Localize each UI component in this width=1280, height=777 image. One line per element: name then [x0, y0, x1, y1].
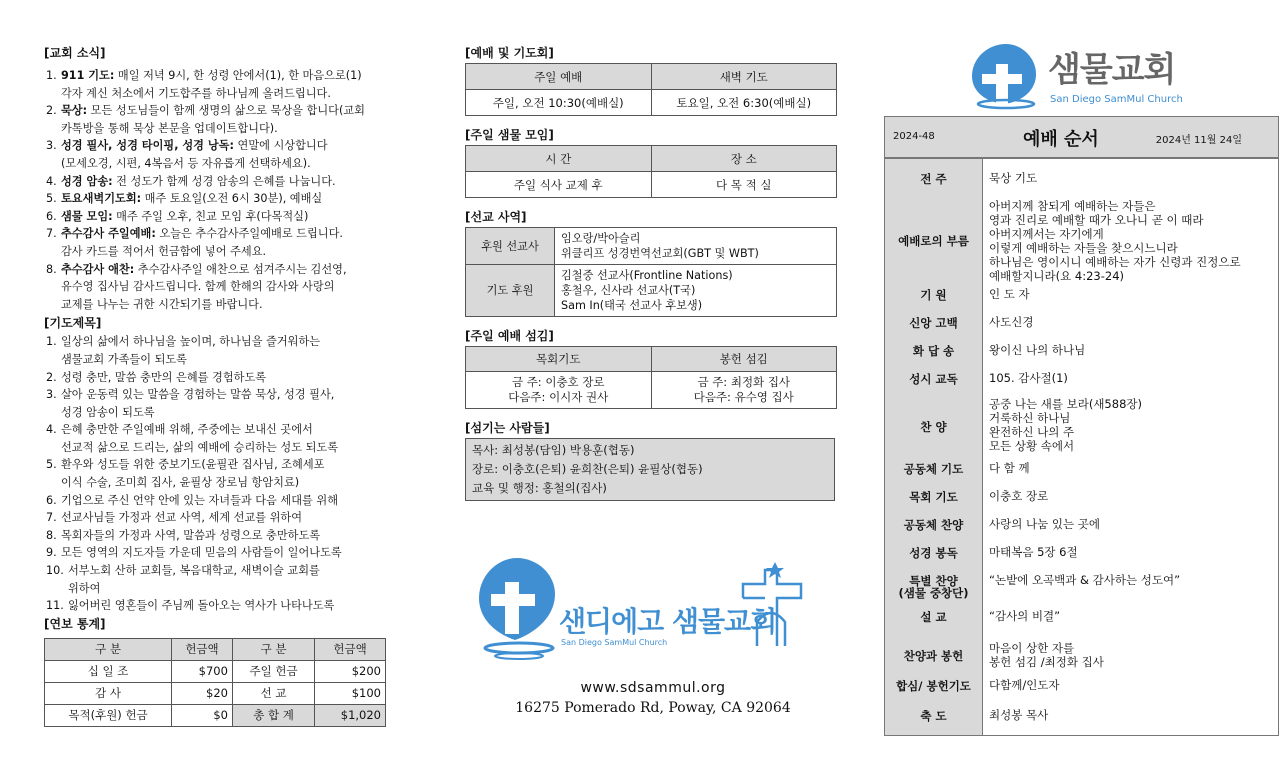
finance-header: 구 분: [232, 638, 314, 660]
order-label: 설 교: [920, 610, 947, 624]
logo-top-sub: San Diego SamMul Church: [1050, 94, 1183, 105]
serve-cell: [466, 372, 652, 409]
order-value-line: 아버지께 참되게 예배하는 자들은: [989, 199, 1156, 213]
serve-line: 금 주: 이충호 장로: [511, 375, 605, 389]
prayer-item: [44, 421, 396, 456]
mission-label: 후원 선교사: [466, 228, 555, 265]
news-head: 추수감사 주일예배:: [61, 227, 156, 241]
table-row: [466, 90, 837, 116]
news-head: 묵상:: [61, 104, 88, 118]
serve-line: 다음주: 유수영 집사: [693, 390, 794, 404]
logo-mid-sub: San Diego SamMul Church: [561, 638, 668, 647]
leaders-box: [465, 438, 835, 501]
left-column: [44, 42, 396, 727]
finance-header: 헌금액: [172, 638, 233, 660]
worship-cell: 토요일, 오전 6:30(예배실): [651, 90, 837, 116]
prayer-num: 8.: [46, 528, 57, 542]
serve-cell: [651, 372, 837, 409]
table-row: [466, 265, 837, 317]
order-value-line: 예배할지니라(요 4:23-24): [989, 269, 1124, 283]
order-row: [885, 343, 1280, 359]
prayer-item: [44, 544, 396, 562]
gathering-title: [주일 샘물 모임]: [465, 128, 554, 142]
finance-cell: 총 합 계: [232, 704, 314, 726]
right-column: [884, 30, 1279, 770]
order-value-line: 사도신경: [989, 315, 1034, 329]
order-row: [885, 517, 1280, 533]
order-value-line: 다 함 께: [989, 461, 1030, 475]
prayer-list: [44, 333, 396, 615]
news-cont: (모세오경, 시편, 4복음서 등 자유롭게 선택하세요).: [61, 156, 311, 170]
prayer-num: 4.: [46, 423, 57, 437]
finance-cell: 선 교: [232, 682, 314, 704]
order-value: [989, 708, 1274, 722]
news-item: [44, 137, 396, 172]
order-value-line: 최성봉 목사: [989, 708, 1049, 722]
news-cont: 감사 카드를 적어서 헌금함에 넣어 주세요.: [61, 244, 267, 258]
order-value-line: 봉헌 섬김 /최정화 집사: [989, 655, 1104, 669]
finance-title: [연보 통계]: [44, 616, 106, 631]
news-num: 7.: [46, 227, 57, 241]
mission-line: Sam In(태국 선교사 후보생): [561, 299, 703, 312]
leaders-title: [섬기는 사람들]: [465, 421, 550, 435]
gathering-table: [465, 145, 837, 198]
news-cont: 각자 계신 처소에서 기도합주를 하나님께 올려드립니다.: [61, 86, 331, 100]
order-label: 특별 찬양 (샘물 중창단): [898, 574, 969, 600]
order-row: [885, 489, 1280, 505]
leaders-line: 교육 및 행정: 홍철의(집사): [472, 481, 607, 495]
prayer-item: [44, 509, 396, 527]
prayer-num: 7.: [46, 511, 57, 525]
mission-title: [선교 사역]: [465, 210, 527, 224]
prayer-text: 기업으로 주신 언약 안에 있는 자녀들과 다음 세대를 위해: [61, 493, 339, 507]
news-item: [44, 67, 396, 102]
prayer-item: [44, 386, 396, 421]
order-row: [885, 461, 1280, 477]
order-value-line: 아버지께서는 자기에게: [989, 227, 1104, 241]
prayer-text: 환우와 성도들 위한 중보기도(윤필관 집사님, 조혜세포: [61, 458, 325, 472]
order-row: [885, 609, 1280, 625]
prayer-text: 선교사님들 가정과 선교 사역, 세계 선교를 위하여: [61, 511, 303, 525]
prayer-item: [44, 369, 396, 387]
prayer-text: 목회자들의 가정과 사역, 말씀과 성령으로 충만하도록: [61, 528, 321, 542]
order-value-line: 105. 감사절(1): [989, 371, 1068, 385]
order-header: [884, 116, 1279, 158]
prayer-item: [44, 597, 396, 615]
prayer-text: 잃어버린 영혼들이 주님께 돌아오는 역사가 나타나도록: [68, 599, 335, 613]
table-row: [45, 704, 386, 726]
table-row: [466, 372, 837, 409]
order-value: [989, 199, 1274, 283]
news-text: 모든 성도님들이 함께 생명의 삶으로 묵상을 합니다(교회: [87, 104, 365, 118]
order-list: [884, 158, 1279, 736]
order-value: [989, 489, 1274, 503]
serve-title: [주일 예배 섬김]: [465, 329, 554, 343]
order-value: [989, 517, 1274, 531]
order-value: [989, 287, 1274, 301]
order-label: 신앙 고백: [909, 316, 958, 330]
mission-cell: [555, 265, 837, 317]
news-head: 911 기도:: [61, 69, 115, 82]
news-cont: 카톡방을 통해 묵상 본문을 업데이트합니다).: [61, 121, 278, 135]
order-label: 목회 기도: [909, 490, 958, 504]
news-num: 2.: [46, 104, 57, 118]
prayer-cont: 위하여: [68, 581, 101, 595]
prayer-cont: 샘물교회 가족들이 되도록: [61, 352, 187, 366]
order-title: 예배 순서: [1023, 129, 1099, 150]
news-item: [44, 261, 396, 314]
prayer-text: 성령 충만, 말씀 충만의 은혜를 경험하도록: [61, 370, 267, 384]
order-value-line: 이충호 장로: [989, 489, 1049, 503]
order-label: 성경 봉독: [909, 546, 958, 560]
finance-header: 헌금액: [315, 638, 386, 660]
serve-line: 금 주: 최정화 집사: [697, 375, 791, 389]
table-row: [466, 228, 837, 265]
order-value-line: 완전하신 나의 주: [989, 425, 1075, 439]
gathering-header: 장 소: [651, 146, 837, 172]
gathering-cell: 주일 식사 교제 후: [466, 172, 652, 198]
worship-table: [465, 63, 837, 116]
website-link[interactable]: www.sdsammul.org: [580, 680, 726, 696]
prayer-text: 은혜 충만한 주일예배 위해, 주중에는 보내신 곳에서: [61, 423, 313, 437]
order-value: [989, 573, 1274, 587]
news-head: 샘물 모임:: [61, 209, 113, 223]
prayer-item: [44, 456, 396, 491]
order-value-line: 영과 진리로 예배할 때가 오나니 곧 이 때라: [989, 213, 1204, 227]
worship-cell: 주일, 오전 10:30(예배실): [466, 90, 652, 116]
news-head: 성경 암송:: [61, 174, 113, 188]
order-label: 성시 교독: [909, 372, 958, 386]
news-num: 6.: [46, 209, 57, 223]
table-row: [45, 660, 386, 682]
order-value-line: 하나님은 영이시니 예배하는 자가 신령과 진정으로: [989, 255, 1241, 269]
order-value: [989, 315, 1274, 329]
prayer-text: 서부노회 산하 교회들, 복음대학교, 새벽이슬 교회를: [68, 564, 320, 578]
finance-header: 구 분: [45, 638, 172, 660]
order-value: [989, 171, 1274, 185]
order-label: 공동체 기도: [903, 462, 964, 476]
worship-header: 새벽 기도: [651, 64, 837, 90]
serve-header: 목회기도: [466, 347, 652, 372]
mission-cell: [555, 228, 837, 265]
prayer-cont: 선교적 삶으로 드리는, 삶의 예배에 승리하는 성도 되도록: [61, 440, 339, 454]
finance-cell: $0: [172, 704, 233, 726]
prayer-text: 일상의 삶에서 하나님을 높이며, 하나님을 즐거워하는: [61, 335, 321, 349]
order-label: 기 원: [920, 288, 947, 302]
church-address: 16275 Pomerado Rd, Poway, CA 92064: [515, 700, 791, 716]
prayer-item: [44, 333, 396, 368]
order-value-line: 모든 상황 속에서: [989, 439, 1075, 453]
order-label: 전 주: [920, 172, 947, 186]
mission-line: 홍철우, 신사라 선교사(T국): [561, 284, 696, 297]
order-value: [989, 397, 1274, 453]
news-list: [44, 67, 396, 313]
order-row: [885, 199, 1280, 283]
logo-mid-text: 샌디에고 샘물교회: [559, 605, 777, 638]
news-text: 매주 주일 오후, 친교 모임 후(다목적실): [112, 209, 309, 223]
order-label: 예배로의 부름: [898, 234, 969, 248]
mission-label: 기도 후원: [466, 265, 555, 317]
order-label: 찬양과 봉헌: [903, 649, 964, 663]
order-value-line: “감사의 비결”: [989, 609, 1061, 623]
news-cont: 교제를 나누는 귀한 시간되기를 바랍니다.: [61, 297, 263, 311]
news-item: [44, 225, 396, 260]
table-row: [45, 682, 386, 704]
order-value-line: 사랑의 나눔 있는 곳에: [989, 517, 1100, 531]
order-row: [885, 708, 1280, 724]
order-value: [989, 545, 1274, 559]
finance-cell: $200: [315, 660, 386, 682]
news-num: 5.: [46, 192, 57, 206]
order-row: [885, 545, 1280, 561]
news-item: [44, 102, 396, 137]
prayer-num: 10.: [46, 564, 64, 578]
prayer-num: 11.: [46, 599, 64, 613]
finance-cell: $1,020: [315, 704, 386, 726]
mission-line: 위클리프 성경번역선교회(GBT 및 WBT): [561, 247, 759, 260]
news-num: 1.: [46, 69, 57, 82]
worship-title: [예배 및 기도회]: [465, 46, 554, 60]
news-head: 추수감사 애찬:: [61, 262, 135, 276]
table-row: [466, 172, 837, 198]
order-label: 화 답 송: [912, 344, 955, 358]
gathering-cell: 다 목 적 실: [651, 172, 837, 198]
order-value-line: 왕이신 나의 하나님: [989, 343, 1086, 357]
order-value: [989, 641, 1274, 669]
order-label: 합심/ 봉헌기도: [896, 679, 971, 693]
order-label: 찬 양: [920, 420, 947, 434]
prayer-num: 5.: [46, 458, 57, 472]
worship-header: 주일 예배: [466, 64, 652, 90]
serve-line: 다음주: 이시자 권사: [508, 390, 609, 404]
news-item: [44, 173, 396, 191]
serve-table: [465, 346, 837, 409]
order-value: [989, 678, 1274, 692]
order-value: [989, 343, 1274, 357]
mission-line: 김철중 선교사(Frontline Nations): [561, 269, 733, 282]
finance-table: [44, 638, 386, 727]
prayer-item: [44, 492, 396, 510]
order-value-line: 다함께/인도자: [989, 678, 1060, 692]
order-row: [885, 171, 1280, 187]
order-label: 축 도: [920, 709, 947, 723]
order-value-line: 공중 나는 새를 보라(새588장): [989, 397, 1142, 411]
order-value: [989, 371, 1274, 385]
news-text: 오늘은 추수감사주일예배로 드립니다.: [155, 227, 343, 241]
prayer-num: 2.: [46, 370, 57, 384]
order-row: [885, 287, 1280, 303]
news-text: 전 성도가 함께 성경 암송의 은혜를 나눕니다.: [112, 174, 336, 188]
leaders-line: 목사: 최성봉(담임) 박용훈(협동): [472, 443, 635, 457]
mission-line: 임오랑/박아슬리: [561, 232, 641, 245]
finance-cell: 감 사: [45, 682, 172, 704]
finance-cell: 주일 헌금: [232, 660, 314, 682]
news-head: 토요새벽기도회:: [61, 192, 142, 206]
finance-cell: $700: [172, 660, 233, 682]
church-logo-large: [475, 550, 835, 668]
order-row: [885, 371, 1280, 387]
order-value-line: 이렇게 예배하는 자들을 찾으시느니라: [989, 241, 1178, 255]
mission-table: [465, 227, 837, 317]
finance-cell: 십 일 조: [45, 660, 172, 682]
order-value: [989, 461, 1274, 475]
news-text: 추수감사주일 애찬으로 섬겨주시는 김선영,: [134, 262, 347, 276]
prayer-title: [기도제목]: [44, 316, 102, 331]
order-value-line: “논밭에 오곡백과 & 감사하는 성도여”: [989, 573, 1181, 587]
prayer-cont: 성경 암송이 되도록: [61, 405, 155, 419]
order-label: 공동체 찬양: [903, 518, 964, 532]
leaders-line: 장로: 이충호(은퇴) 윤희찬(은퇴) 윤필상(협동): [472, 462, 703, 476]
order-value-line: 거룩하신 하나님: [989, 411, 1071, 425]
prayer-num: 6.: [46, 493, 57, 507]
order-value-line: 마태복음 5장 6절: [989, 545, 1078, 559]
prayer-text: 살아 운동력 있는 말씀을 경험하는 말씀 묵상, 성경 필사,: [61, 388, 335, 402]
prayer-num: 3.: [46, 388, 57, 402]
middle-column: [465, 42, 841, 777]
news-item: [44, 190, 396, 208]
order-row: [885, 315, 1280, 331]
issue-number: 2024-48: [893, 131, 935, 142]
water-drop-cross-icon: [968, 40, 1040, 110]
order-value-line: 인 도 자: [989, 287, 1030, 301]
news-item: [44, 208, 396, 226]
gathering-header: 시 간: [466, 146, 652, 172]
news-text: 연말에 시상합니다: [233, 139, 328, 153]
prayer-item: [44, 562, 396, 597]
news-num: 8.: [46, 262, 57, 276]
order-row: [885, 573, 1280, 601]
order-row: [885, 678, 1280, 694]
bulletin-date: 2024년 11월 24일: [1155, 135, 1242, 146]
order-value: [989, 609, 1274, 623]
news-cont: 유수영 집사님 감사드립니다. 함께 한해의 감사와 사랑의: [61, 280, 335, 294]
church-logo: [968, 36, 1268, 116]
finance-cell: 목적(후원) 헌금: [45, 704, 172, 726]
news-head: 성경 필사, 성경 타이핑, 성경 낭독:: [61, 139, 234, 153]
news-title: [교회 소식]: [44, 46, 106, 60]
order-value-line: 마음이 상한 자를: [989, 641, 1075, 655]
finance-cell: $100: [315, 682, 386, 704]
prayer-num: 9.: [46, 546, 57, 560]
logo-top-text: 샘물교회: [1048, 50, 1176, 90]
news-text: 매일 저녁 9시, 한 성령 안에서(1), 한 마음으로(1): [114, 69, 362, 82]
order-row: [885, 397, 1280, 457]
order-value-line: 묵상 기도: [989, 171, 1038, 185]
news-num: 4.: [46, 174, 57, 188]
prayer-item: [44, 527, 396, 545]
finance-cell: $20: [172, 682, 233, 704]
prayer-text: 모든 영역의 지도자들 가운데 믿음의 사람들이 일어나도록: [61, 546, 342, 560]
serve-header: 봉헌 섬김: [651, 347, 837, 372]
order-row: [885, 641, 1280, 671]
prayer-cont: 이식 수술, 조미희 집사, 윤필상 장로님 항암치료): [61, 476, 300, 490]
news-num: 3.: [46, 139, 57, 153]
news-text: 매주 토요일(오전 6시 30분), 예배실: [141, 192, 323, 206]
prayer-num: 1.: [46, 335, 57, 349]
